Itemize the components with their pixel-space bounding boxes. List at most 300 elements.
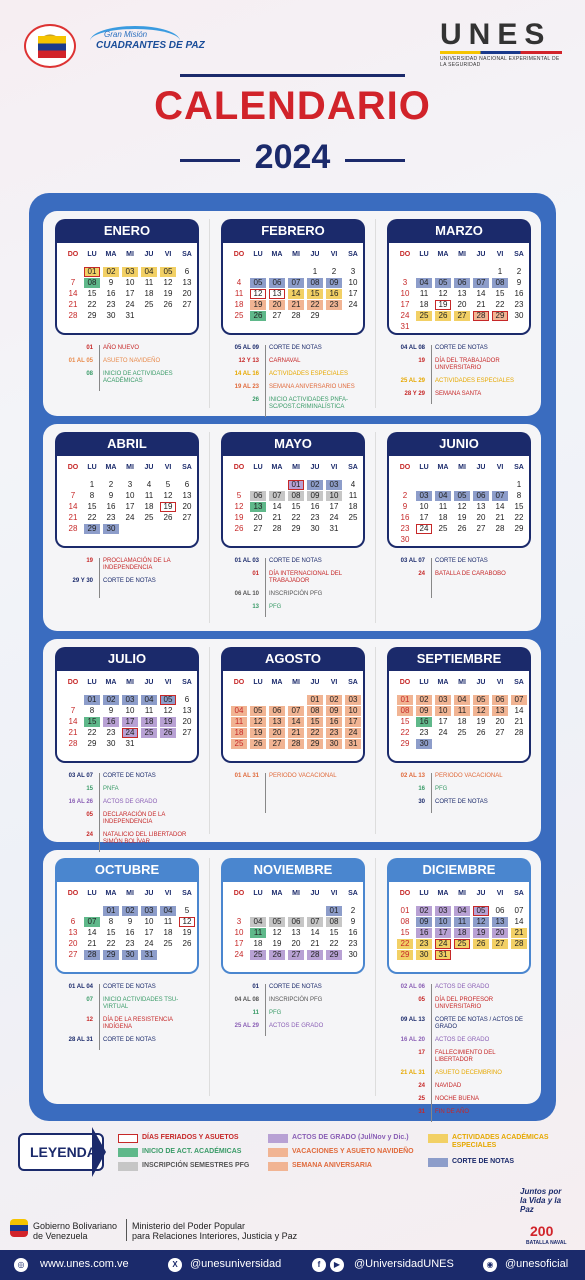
day-cell: 15 xyxy=(400,717,410,726)
day-cell: 14 xyxy=(514,917,524,926)
weekday-label: VI xyxy=(496,890,504,897)
day-cell: 30 xyxy=(348,950,358,959)
day-cell: 08 xyxy=(400,917,410,926)
weekday-label: MI xyxy=(126,464,134,471)
day-cell: 8 xyxy=(108,917,114,926)
day-cell: 13 xyxy=(492,706,508,716)
weekday-label: VI xyxy=(496,679,504,686)
day-cell: 23 xyxy=(310,513,320,522)
day-cell: 26 xyxy=(476,728,486,737)
event-label: ACTOS DE GRADO xyxy=(435,984,490,990)
day-cell: 20 xyxy=(182,717,192,726)
day-cell: 14 xyxy=(310,928,320,937)
day-cell: 23 xyxy=(326,300,342,310)
day-cell: 16 xyxy=(326,717,342,727)
day-cell: 28 xyxy=(511,939,527,949)
legend-swatch xyxy=(268,1162,288,1171)
day-cell: 01 xyxy=(400,906,410,915)
day-cell: 18 xyxy=(231,728,247,738)
day-cell: 29 xyxy=(400,739,410,748)
day-cell: 19 xyxy=(473,928,489,938)
day-cell: 02 xyxy=(103,695,119,705)
day-cell: 15 xyxy=(514,502,524,511)
day-cell: 16 xyxy=(416,928,432,938)
day-cell: 21 xyxy=(310,939,320,948)
day-cell: 07 xyxy=(288,706,304,716)
day-cell: 11 xyxy=(144,491,154,500)
day-cell: 18 xyxy=(144,289,154,298)
day-cell: 05 xyxy=(269,917,285,927)
header xyxy=(0,0,585,190)
day-cell: 30 xyxy=(106,311,116,320)
event-date: 28 Y 29 xyxy=(404,391,425,397)
day-cell: 1 xyxy=(312,267,318,276)
weekday-label: JU xyxy=(144,679,154,686)
day-cell: 15 xyxy=(84,717,100,727)
day-cell: 09 xyxy=(307,491,323,501)
day-cell: 20 xyxy=(253,513,263,522)
legend-swatch xyxy=(428,1158,448,1167)
day-cell: 30 xyxy=(106,739,116,748)
month-header: MAYO xyxy=(221,432,365,456)
day-cell: 26 xyxy=(473,939,489,949)
day-cell: 10 xyxy=(400,289,410,298)
day-cell: 24 xyxy=(125,300,135,309)
event-label: CORTE DE NOTAS xyxy=(269,984,322,990)
day-cell: 28 xyxy=(514,728,524,737)
day-cell: 18 xyxy=(419,300,429,309)
day-cell: 25 xyxy=(144,300,154,309)
month-grid xyxy=(55,243,199,335)
day-cell: 17 xyxy=(329,502,339,511)
weekday-label: LU xyxy=(87,251,97,258)
event-date: 05 xyxy=(86,812,93,818)
day-cell: 14 xyxy=(87,928,97,937)
day-cell: 7 xyxy=(70,706,76,715)
day-cell: 9 xyxy=(108,278,114,287)
event-date: 17 xyxy=(418,1050,425,1056)
day-cell: 04 xyxy=(454,695,470,705)
legend-label: ACTOS DE GRADO (Jul/Nov y Dic.) xyxy=(292,1134,409,1141)
day-cell: 24 xyxy=(144,939,154,948)
day-cell: 8 xyxy=(516,491,522,500)
event-date: 05 xyxy=(418,997,425,1003)
x-icon: X xyxy=(168,1258,182,1272)
day-cell: 27 xyxy=(68,950,78,959)
day-cell: 09 xyxy=(326,278,342,288)
month-grid xyxy=(221,243,365,335)
event-label: ASUETO DECEMBRINO xyxy=(435,1070,502,1076)
day-cell: 1 xyxy=(516,480,522,489)
event-date: 01 AL 31 xyxy=(234,773,259,779)
social-bar xyxy=(0,1250,585,1280)
day-cell: 30 xyxy=(416,950,432,960)
weekday-label: VI xyxy=(164,890,172,897)
day-cell: 09 xyxy=(416,706,432,716)
day-cell: 30 xyxy=(400,535,410,544)
day-cell: 21 xyxy=(511,928,527,938)
month-diciembre xyxy=(387,858,531,1115)
day-cell: 07 xyxy=(511,695,527,705)
youtube-icon: ▶ xyxy=(330,1258,344,1272)
event-label: ACTOS DE GRADO xyxy=(269,1023,324,1029)
weekday-label: DO xyxy=(67,679,79,686)
day-cell: 20 xyxy=(269,728,285,738)
day-cell: 17 xyxy=(234,939,244,948)
day-cell: 29 xyxy=(514,524,524,533)
month-header: OCTUBRE xyxy=(55,858,199,882)
gobierno-line2: de Venezuela xyxy=(33,1231,88,1241)
day-cell: 30 xyxy=(514,311,524,320)
legend-label: DÍAS FERIADOS Y ASUETOS xyxy=(142,1134,239,1141)
event-label: SEMANA SANTA xyxy=(435,391,482,397)
day-cell: 05 xyxy=(435,278,451,288)
event-date: 13 xyxy=(252,604,259,610)
legend-swatch xyxy=(118,1162,138,1171)
event-label: SEMANA ANIVERSARIO UNES xyxy=(269,384,355,390)
day-cell: 11 xyxy=(144,706,154,715)
weekday-label: MI xyxy=(458,890,466,897)
day-cell: 11 xyxy=(234,289,244,298)
day-cell: 19 xyxy=(476,717,486,726)
day-cell: 9 xyxy=(402,502,408,511)
day-cell: 03 xyxy=(435,906,451,916)
day-cell: 24 xyxy=(348,300,358,309)
event-label: AÑO NUEVO xyxy=(103,345,140,351)
day-cell: 12 xyxy=(457,502,467,511)
weekday-label: LU xyxy=(419,890,429,897)
day-cell: 04 xyxy=(141,695,157,705)
month-mayo xyxy=(221,432,365,610)
day-cell: 14 xyxy=(288,289,304,299)
weekday-label: MA xyxy=(271,890,283,897)
day-cell: 23 xyxy=(514,300,524,309)
day-cell: 23 xyxy=(125,939,135,948)
weekday-label: SA xyxy=(514,890,524,897)
month-enero xyxy=(55,219,199,389)
day-cell: 06 xyxy=(492,695,508,705)
day-cell: 29 xyxy=(291,524,301,533)
day-cell: 04 xyxy=(454,906,470,916)
day-cell: 07 xyxy=(307,917,323,927)
day-cell: 14 xyxy=(68,717,78,726)
legend-label: INSCRIPCIÓN SEMESTRES PFG xyxy=(142,1162,250,1169)
gobierno-flag-icon xyxy=(10,1219,28,1237)
legend-title: LEYENDA xyxy=(18,1133,104,1171)
event-label: CORTE DE NOTAS xyxy=(103,578,156,584)
weekday-label: LU xyxy=(253,464,263,471)
weekday-label: DO xyxy=(67,464,79,471)
day-cell: 05 xyxy=(473,906,489,916)
weekday-label: SA xyxy=(182,679,192,686)
event-label: CORTE DE NOTAS xyxy=(269,558,322,564)
title-rule-top xyxy=(180,74,405,77)
day-cell: 08 xyxy=(326,917,342,927)
day-cell: 20 xyxy=(182,502,192,511)
day-cell: 06 xyxy=(250,491,266,501)
day-cell: 11 xyxy=(438,502,448,511)
day-cell: 24 xyxy=(416,524,432,534)
weekday-label: MA xyxy=(437,251,449,258)
weekday-label: MA xyxy=(271,679,283,686)
day-cell: 08 xyxy=(307,278,323,288)
month-header: AGOSTO xyxy=(221,647,365,671)
day-cell: 28 xyxy=(272,524,282,533)
day-cell: 29 xyxy=(103,950,119,960)
day-cell: 19 xyxy=(250,728,266,738)
year-title: 2024 xyxy=(254,138,331,176)
day-cell: 02 xyxy=(122,906,138,916)
day-cell: 22 xyxy=(307,300,323,310)
day-cell: 18 xyxy=(454,928,470,938)
day-cell: 16 xyxy=(416,717,432,727)
event-date: 01 AL 03 xyxy=(234,558,259,564)
events-divider xyxy=(99,984,100,1050)
day-cell: 29 xyxy=(310,311,320,320)
month-header: DICIEMBRE xyxy=(387,858,531,882)
event-date: 02 AL 13 xyxy=(400,773,425,779)
day-cell: 21 xyxy=(476,300,486,309)
day-cell: 25 xyxy=(454,939,470,949)
month-grid xyxy=(387,456,531,548)
weekday-label: MI xyxy=(292,464,300,471)
day-cell: 05 xyxy=(250,706,266,716)
day-cell: 7 xyxy=(70,278,76,287)
day-cell: 15 xyxy=(291,502,301,511)
day-cell: 15 xyxy=(307,717,323,727)
day-cell: 19 xyxy=(250,300,266,310)
day-cell: 23 xyxy=(326,728,342,738)
day-cell: 29 xyxy=(84,524,100,534)
day-cell: 27 xyxy=(454,311,470,321)
day-cell: 10 xyxy=(435,706,451,716)
day-cell: 18 xyxy=(348,502,358,511)
weekday-label: SA xyxy=(348,251,358,258)
day-cell: 10 xyxy=(234,928,244,937)
day-cell: 26 xyxy=(250,311,266,321)
month-header: NOVIEMBRE xyxy=(221,858,365,882)
weekday-label: MI xyxy=(126,251,134,258)
event-date: 03 AL 07 xyxy=(400,558,425,564)
month-abril xyxy=(55,432,199,602)
day-cell: 25 xyxy=(416,311,432,321)
day-cell: 19 xyxy=(160,502,176,512)
day-cell: 31 xyxy=(125,739,135,748)
weekday-label: SA xyxy=(182,890,192,897)
instagram-icon: ◉ xyxy=(483,1258,497,1272)
day-cell: 12 xyxy=(234,502,244,511)
day-cell: 11 xyxy=(454,917,470,927)
day-cell: 04 xyxy=(435,491,451,501)
day-cell: 16 xyxy=(326,289,342,299)
weekday-label: JU xyxy=(144,251,154,258)
day-cell: 04 xyxy=(416,278,432,288)
day-cell: 27 xyxy=(182,728,192,737)
day-cell: 28 xyxy=(495,524,505,533)
weekday-label: DO xyxy=(399,890,411,897)
event-date: 09 AL 13 xyxy=(400,1017,425,1023)
event-label: CORTE DE NOTAS / ACTOS DE GRADO xyxy=(435,1017,524,1030)
day-cell: 30 xyxy=(103,524,119,534)
weekday-label: MA xyxy=(271,464,283,471)
day-cell: 18 xyxy=(457,717,467,726)
weekday-label: MA xyxy=(105,251,117,258)
legend-label: ACTIVIDADES ACADÉMICAS ESPECIALES xyxy=(452,1134,549,1149)
day-cell: 26 xyxy=(182,939,192,948)
weekday-label: DO xyxy=(233,251,245,258)
day-cell: 05 xyxy=(473,695,489,705)
legend-swatch xyxy=(268,1134,288,1143)
day-cell: 3 xyxy=(350,267,356,276)
weekday-label: VI xyxy=(330,890,338,897)
day-cell: 20 xyxy=(476,513,486,522)
weekday-label: LU xyxy=(87,464,97,471)
day-cell: 25 xyxy=(163,939,173,948)
day-cell: 6 xyxy=(184,267,190,276)
day-cell: 13 xyxy=(492,917,508,927)
day-cell: 28 xyxy=(84,950,100,960)
weekday-label: MA xyxy=(105,679,117,686)
event-label: PFG xyxy=(269,604,282,610)
weekday-label: MI xyxy=(458,679,466,686)
day-cell: 02 xyxy=(326,695,342,705)
day-cell: 27 xyxy=(253,524,263,533)
day-cell: 5 xyxy=(165,480,171,489)
day-cell: 13 xyxy=(182,278,192,287)
event-date: 06 AL 10 xyxy=(234,591,259,597)
unes-word: UNES xyxy=(440,18,552,51)
day-cell: 20 xyxy=(492,928,508,938)
day-cell: 23 xyxy=(106,300,116,309)
day-cell: 17 xyxy=(348,289,358,298)
day-cell: 12 xyxy=(272,928,282,937)
event-date: 12 xyxy=(86,1017,93,1023)
day-cell: 8 xyxy=(89,706,95,715)
day-cell: 07 xyxy=(492,491,508,501)
day-cell: 30 xyxy=(122,950,138,960)
x-handle-link[interactable]: @unesuniversidad xyxy=(190,1258,282,1270)
weekday-label: LU xyxy=(253,890,263,897)
event-label: CORTE DE NOTAS xyxy=(435,345,488,351)
day-cell: 13 xyxy=(476,502,486,511)
day-cell: 26 xyxy=(269,950,285,960)
day-cell: 27 xyxy=(492,939,508,949)
day-cell: 25 xyxy=(234,311,244,320)
weekday-label: VI xyxy=(164,251,172,258)
day-cell: 12 xyxy=(163,278,173,287)
weekday-label: DO xyxy=(67,251,79,258)
day-cell: 15 xyxy=(329,928,339,937)
facebook-icon: f xyxy=(312,1258,326,1272)
events-divider xyxy=(431,984,432,1122)
weekday-label: VI xyxy=(330,464,338,471)
month-grid xyxy=(221,882,365,974)
day-cell: 14 xyxy=(495,502,505,511)
day-cell: 10 xyxy=(435,917,451,927)
day-cell: 15 xyxy=(106,928,116,937)
day-cell: 8 xyxy=(89,491,95,500)
day-cell: 17 xyxy=(144,928,154,937)
day-cell: 08 xyxy=(288,491,304,501)
day-cell: 09 xyxy=(326,706,342,716)
day-cell: 1 xyxy=(89,480,95,489)
day-cell: 16 xyxy=(106,502,116,511)
event-label: NOCHE BUENA xyxy=(435,1096,480,1102)
day-cell: 18 xyxy=(253,939,263,948)
day-cell: 06 xyxy=(269,278,285,288)
day-cell: 13 xyxy=(269,289,285,299)
day-cell: 6 xyxy=(184,480,190,489)
day-cell: 26 xyxy=(250,739,266,749)
event-label: DÍA DE LA RESISTENCIA INDÍGENA xyxy=(103,1017,173,1030)
day-cell: 03 xyxy=(122,267,138,277)
day-cell: 16 xyxy=(310,502,320,511)
event-date: 24 xyxy=(418,571,425,577)
website-link[interactable]: www.unes.com.ve xyxy=(40,1258,129,1270)
day-cell: 6 xyxy=(70,917,76,926)
month-febrero xyxy=(221,219,365,410)
day-cell: 29 xyxy=(397,950,413,960)
day-cell: 01 xyxy=(288,480,304,490)
day-cell: 20 xyxy=(495,717,505,726)
weekday-label: JU xyxy=(144,890,154,897)
globe-icon: ◎ xyxy=(14,1258,28,1272)
event-date: 01 xyxy=(252,984,259,990)
day-cell: 15 xyxy=(400,928,410,937)
event-date: 25 xyxy=(418,1096,425,1102)
day-cell: 22 xyxy=(397,939,413,949)
event-label: NAVIDAD xyxy=(435,1083,462,1089)
day-cell: 05 xyxy=(454,491,470,501)
day-cell: 25 xyxy=(231,739,247,749)
day-cell: 19 xyxy=(234,513,244,522)
facebook-handle-link[interactable]: @UniversidadUNES xyxy=(354,1258,454,1270)
event-label: INICIO DE ACTIVIDADES ACADÉMICAS xyxy=(103,371,173,384)
day-cell: 25 xyxy=(457,728,467,737)
day-cell: 03 xyxy=(326,480,342,490)
day-cell: 21 xyxy=(514,717,524,726)
day-cell: 03 xyxy=(122,695,138,705)
instagram-handle-link[interactable]: @unesoficial xyxy=(505,1258,569,1270)
event-date: 29 Y 30 xyxy=(72,578,93,584)
day-cell: 2 xyxy=(350,906,356,915)
month-septiembre xyxy=(387,647,531,817)
weekday-label: VI xyxy=(164,679,172,686)
day-cell: 27 xyxy=(288,950,304,960)
day-cell: 14 xyxy=(68,289,78,298)
day-cell: 06 xyxy=(495,906,505,915)
weekday-label: LU xyxy=(419,251,429,258)
day-cell: 22 xyxy=(495,300,505,309)
day-cell: 10 xyxy=(125,278,135,287)
day-cell: 20 xyxy=(457,300,467,309)
day-cell: 14 xyxy=(476,289,486,298)
day-cell: 25 xyxy=(250,950,266,960)
day-cell: 01 xyxy=(84,695,100,705)
event-label: FIN DE AÑO xyxy=(435,1109,470,1115)
weekday-label: VI xyxy=(330,251,338,258)
day-cell: 24 xyxy=(345,728,361,738)
weekday-label: DO xyxy=(399,679,411,686)
day-cell: 05 xyxy=(160,695,176,705)
batalla-naval-text: BATALLA NAVAL xyxy=(526,1240,567,1246)
month-julio xyxy=(55,647,199,845)
day-cell: 18 xyxy=(234,300,244,309)
day-cell: 13 xyxy=(250,502,266,512)
day-cell: 22 xyxy=(329,939,339,948)
day-cell: 4 xyxy=(350,480,356,489)
weekday-label: MA xyxy=(105,890,117,897)
